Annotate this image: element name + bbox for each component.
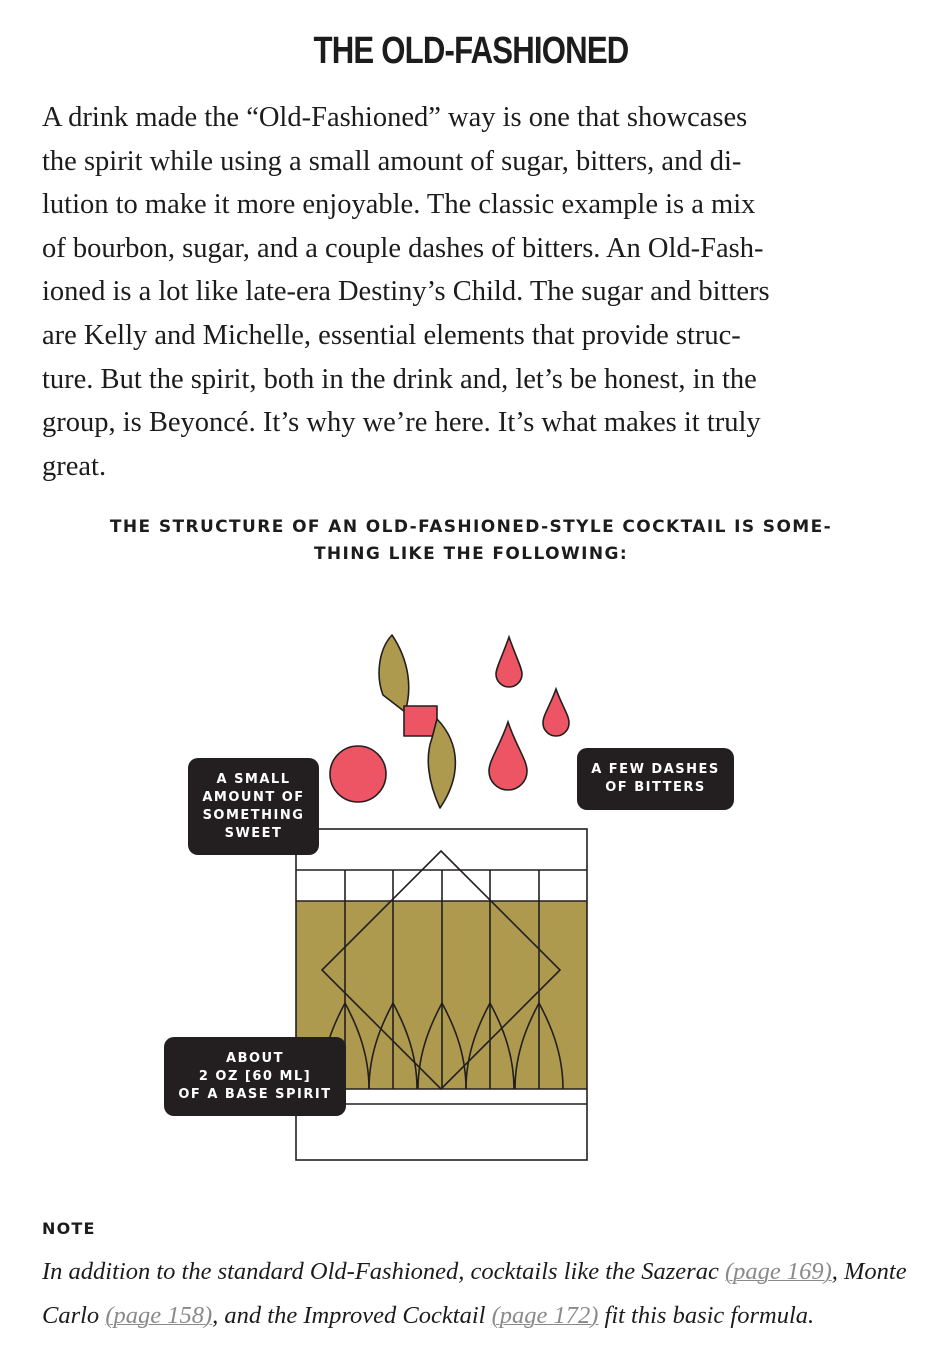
sweet-label-line: SWEET xyxy=(224,825,283,841)
note-line xyxy=(42,1250,907,1294)
sweet-label-line: AMOUNT OF xyxy=(202,789,305,805)
note-text-segment: , Monte xyxy=(831,1258,907,1285)
intro-line: lution to make it more enjoyable. The classic example is a mix xyxy=(42,189,756,221)
spirit-label-line: ABOUT xyxy=(226,1050,284,1066)
bitters-label-line: OF BITTERS xyxy=(605,780,706,795)
bitters-drop-icon xyxy=(489,637,569,790)
sazerac-page-link[interactable]: (page 169) xyxy=(724,1258,832,1285)
page-title: THE OLD-FASHIONED xyxy=(313,30,629,72)
note-heading: NOTE xyxy=(42,1219,96,1238)
sweet-label-line: A SMALL xyxy=(216,771,291,787)
note-text-segment: fit this basic formula. xyxy=(598,1301,815,1329)
note-text-segment: , and the Improved Cocktail xyxy=(212,1301,492,1329)
intro-line: the spirit while using a small amount of sugar, bitters, and di- xyxy=(42,145,742,177)
note-text-segment: In addition to the standard Old-Fashioned, cocktails like the Sazerac xyxy=(42,1258,725,1285)
note-line xyxy=(42,1294,902,1338)
sweet-label xyxy=(188,758,319,855)
subheading-line: THE STRUCTURE OF AN OLD-FASHIONED-STYLE COCKTAIL IS SOME- xyxy=(109,517,833,537)
spirit-label-line: 2 OZ [60 ML] xyxy=(198,1068,312,1084)
sugar-drop-icon xyxy=(330,746,386,802)
note-text xyxy=(42,1250,907,1337)
monte-carlo-page-link[interactable]: (page 158) xyxy=(105,1301,213,1329)
intro-line: A drink made the “Old-Fashioned” way is one that showcases xyxy=(42,102,748,133)
bitters-label xyxy=(577,748,734,810)
subheading-line: THING LIKE THE FOLLOWING: xyxy=(313,544,629,564)
spirit-label-line: OF A BASE SPIRIT xyxy=(178,1086,332,1102)
intro-line: of bourbon, sugar, and a couple dashes of bitters. An Old-Fash- xyxy=(42,232,764,264)
spirit-label xyxy=(164,1037,346,1116)
improved-cocktail-page-link[interactable]: (page 172) xyxy=(491,1301,599,1329)
intro-line: ture. But the spirit, both in the drink and, let’s be honest, in the xyxy=(42,363,757,395)
intro-line: group, is Beyoncé. It’s why we’re here. It’s what makes it truly xyxy=(42,407,761,439)
citrus-peel-icon xyxy=(379,635,455,808)
intro-line: are Kelly and Michelle, essential elements that provide struc- xyxy=(42,319,741,351)
intro-line: ioned is a lot like late-era Destiny’s Child. The sugar and bitters xyxy=(42,276,770,308)
intro-line: great. xyxy=(42,450,107,482)
note-text-segment: Carlo xyxy=(42,1301,106,1329)
sweet-label-line: SOMETHING xyxy=(202,807,305,823)
bitters-label-line: A FEW DASHES xyxy=(591,762,720,777)
